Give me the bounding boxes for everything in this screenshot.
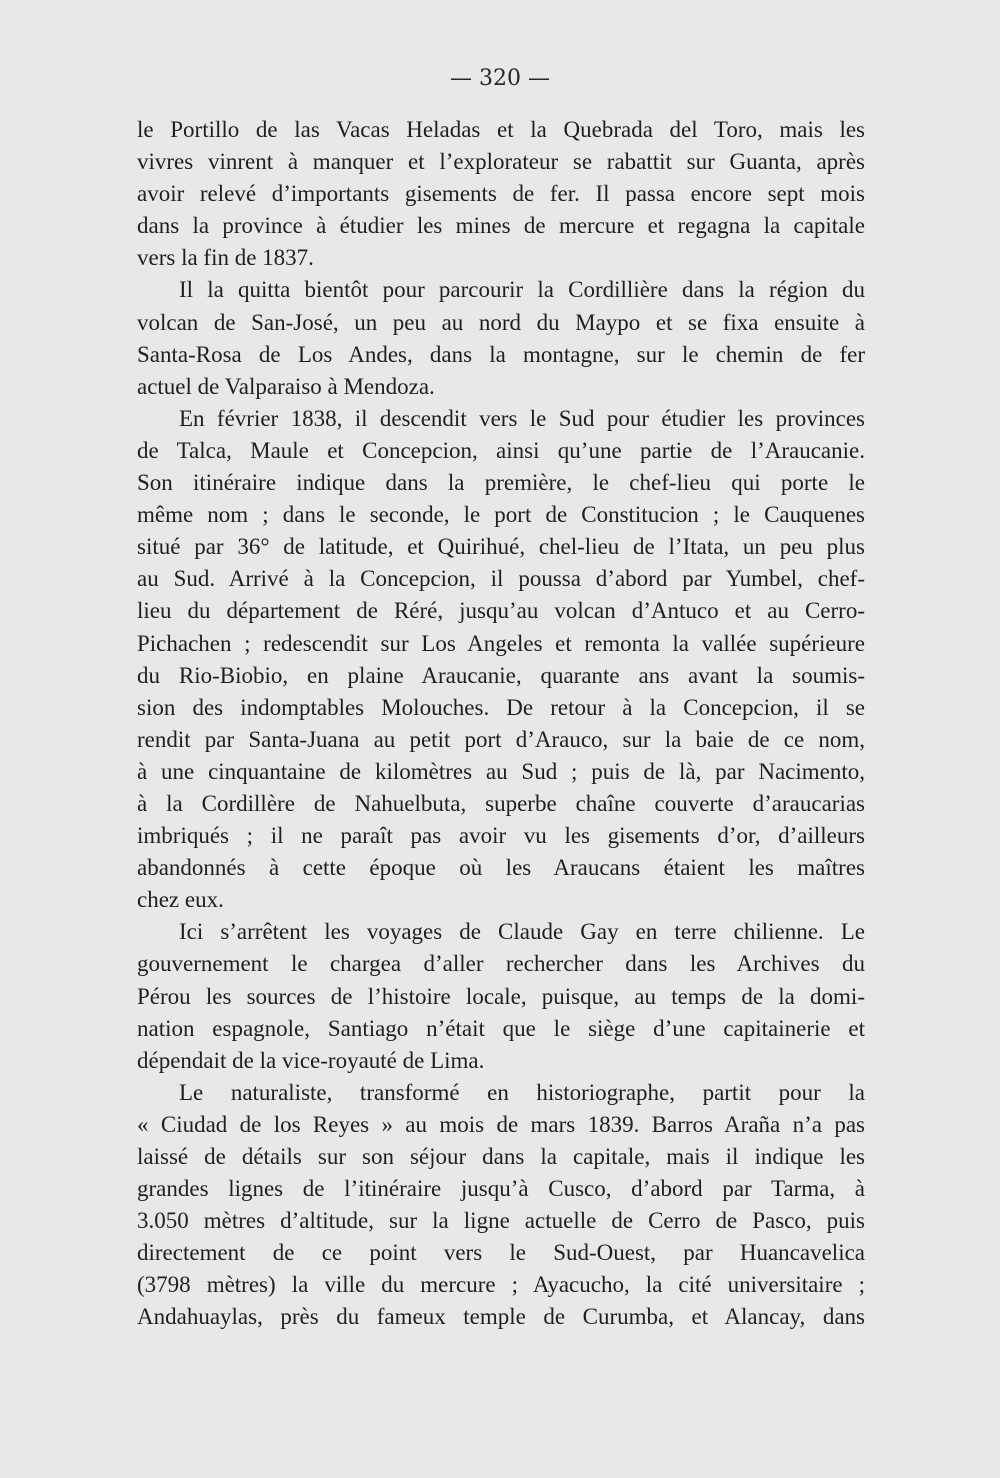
text-line: Son itinéraire indique dans la première, le chef-lieu qui porte le [137,470,865,496]
text-line: actuel de Valparaiso à Mendoza. [137,373,435,399]
paragraph [137,403,865,917]
page-number: — 320 — [450,66,550,91]
text-line: abandonnés à cette époque où les Araucans étaient les maîtres [137,855,865,881]
text-line: « Ciudad de los Reyes » au mois de mars 1839. Barros Araña n’a pas [137,1111,865,1137]
text-line: dépendait de la vice-royauté de Lima. [137,1047,485,1073]
text-line: gouvernement le chargea d’aller rechercher dans les Archives du [137,951,865,977]
text-line: vivres vinrent à manquer et l’explorateur se rabattit sur Guanta, après [137,149,865,175]
text-line: de Talca, Maule et Concepcion, ainsi qu’une partie de l’Araucanie. [137,437,865,463]
text-line: 3.050 mètres d’altitude, sur la ligne actuelle de Cerro de Pasco, puis [137,1208,865,1234]
text-line: du Rio-Biobio, en plaine Araucanie, quarante ans avant la soumis- [137,662,865,688]
text-line: directement de ce point vers le Sud-Ouest, par Huancavelica [137,1240,865,1266]
text-line: situé par 36° de latitude, et Quirihué, chel-lieu de l’Itata, un peu plus [137,534,865,560]
text-line: Pichachen ; redescendit sur Los Angeles et remonta la vallée supérieure [137,630,865,656]
paragraph [137,274,865,402]
text-line: Santa-Rosa de Los Andes, dans la montagne, sur le chemin de fer [137,341,865,367]
text-line: avoir relevé d’importants gisements de fer. Il passa encore sept mois [137,181,865,207]
text-line: Le naturaliste, transformé en historiographe, partit pour la [179,1079,865,1105]
text-line: (3798 mètres) la ville du mercure ; Ayacucho, la cité universitaire ; [137,1272,865,1298]
text-line: sion des indomptables Molouches. De retour à la Concepcion, il se [137,694,865,720]
text-line: grandes lignes de l’itinéraire jusqu’à Cusco, d’abord par Tarma, à [137,1176,865,1202]
text-line: vers la fin de 1837. [137,245,314,271]
text-line: Pérou les sources de l’histoire locale, puisque, au temps de la domi- [137,983,865,1009]
text-line: volcan de San-José, un peu au nord du Maypo et se fixa ensuite à [137,309,865,335]
text-line: même nom ; dans le seconde, le port de Constitucion ; le Cauquenes [137,502,865,528]
text-line: En février 1838, il descendit vers le Sud pour étudier les provinces [179,405,865,431]
paragraph [137,114,865,274]
text-line: imbriqués ; il ne paraît pas avoir vu les gisements d’or, d’ailleurs [137,823,865,849]
text-line: chez eux. [137,887,224,913]
text-line: nation espagnole, Santiago n’était que le siège d’une capitainerie et [137,1015,865,1041]
text-line: laissé de détails sur son séjour dans la capitale, mais il indique les [137,1144,865,1169]
text-line: lieu du département de Réré, jusqu’au volcan d’Antuco et au Cerro- [137,598,865,624]
paragraph [137,1077,865,1334]
text-line: Andahuaylas, près du fameux temple de Curumba, et Alancay, dans [137,1304,865,1330]
text-line: à une cinquantaine de kilomètres au Sud ; puis de là, par Nacimento, [137,758,865,784]
text-line: Il la quitta bientôt pour parcourir la Cordillière dans la région du [179,277,865,303]
text-line: dans la province à étudier les mines de mercure et regagna la capitale [137,213,865,239]
text-line: au Sud. Arrivé à la Concepcion, il poussa d’abord par Yumbel, chef- [137,566,865,592]
text-line: à la Cordillère de Nahuelbuta, superbe chaîne couverte d’araucarias [137,790,865,816]
body-text [137,114,865,1334]
text-line: le Portillo de las Vacas Heladas et la Quebrada del Toro, mais les [137,117,865,142]
paragraph [137,916,865,1076]
text-line: rendit par Santa-Juana au petit port d’Arauco, sur la baie de ce nom, [137,726,865,752]
text-line: Ici s’arrêtent les voyages de Claude Gay en terre chilienne. Le [179,919,865,945]
